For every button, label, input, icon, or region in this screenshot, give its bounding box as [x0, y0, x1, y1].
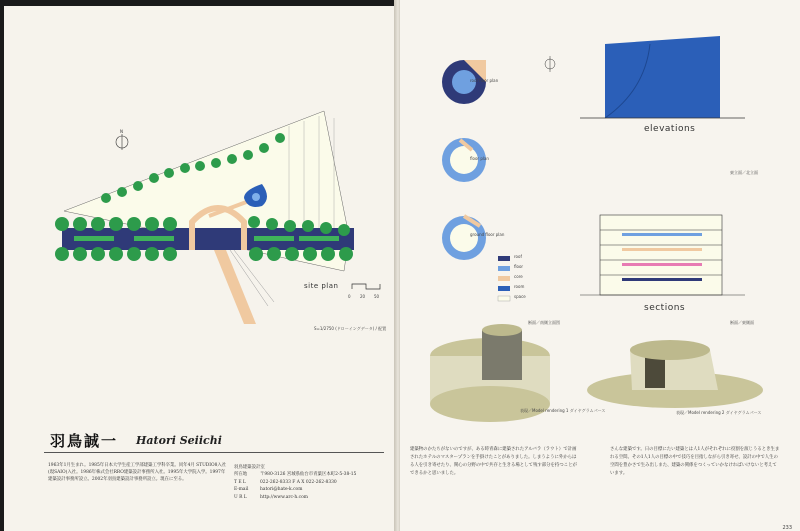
office-value: 022-262-8333 F A X 022-262-8330 — [260, 479, 337, 485]
legend-space: space — [514, 294, 526, 299]
render-caption-1: 表現／Model rendering 1 ダイヤグラムパース — [520, 408, 606, 413]
plan-label-ground: ground floor plan — [470, 232, 505, 237]
legend-core: core — [514, 274, 523, 279]
plan-label-floor: floor plan — [470, 156, 489, 161]
office-row — [234, 494, 394, 501]
office-key: T E L — [234, 479, 246, 485]
body-column-1: 建築物のかたちがないのですが、ある時青森に建築されたアルバラ（ラウト）で計画されたホテルのマスタープランを手掛けたことがありました。しまうように外からはる人を引き寄せたり、関心の分野の中で共存と生きる場として残す部分を持つことができるかと思いました。 — [410, 447, 577, 476]
page-number: 233 — [782, 525, 792, 531]
section-drawing — [580, 215, 745, 295]
render-caption-2: 表現／Model rendering 2 ダイヤグラムパース — [676, 410, 762, 415]
ground-floor-plan — [442, 216, 486, 260]
north-arrow-icon — [545, 56, 555, 72]
elevations-caption: 東立面／北立面 — [730, 170, 758, 175]
section-caption-2: 断面／東側面 — [730, 320, 754, 325]
elevations-label: elevations — [644, 124, 696, 134]
section-caption-1: 断面／南側立面図 — [528, 320, 560, 325]
left-page — [4, 6, 396, 531]
scale-label-0: 0 — [348, 294, 351, 299]
office-value: http://www.arc-h.com — [260, 494, 308, 500]
plans-and-elevations — [400, 0, 800, 440]
legend-roof: roof — [514, 254, 522, 259]
site-plan-drawing — [4, 6, 396, 426]
architect-name-en: Hatori Seiichi — [136, 434, 222, 447]
scale-bar — [352, 284, 380, 289]
body-column-2: さんな建築です。日の目標にたい建築とは人1人がそれぞれに役割を演じうるとき生まれる空間。その1人1人の目標の中で技巧を目指しながら引き寄せ、設計の中で人生の空間を豊かさで生み出しまた、建築の関係をつくっていかなければいけないと考えています。 — [610, 447, 780, 476]
site-plan-caption: S=1/2750 (ドローイングデータ) / 配置 — [314, 326, 387, 331]
architect-bio: 1963年1月生まれ。1985年日本大学生産工学部建築工学科卒業。同年4月 STUDIO8入社(現SAIO)入社。1986年株式会社RRO建築設計事務所入社。1995年大学院入学。1997年建築設計事務所設立。2002年羽鳥建築設計事務所設立。現在に至る。 — [48, 463, 227, 483]
access-road — [214, 250, 274, 324]
legend-floor: floor — [514, 264, 524, 269]
office-row — [234, 486, 394, 493]
architect-name-jp: 羽鳥誠一 — [50, 432, 119, 450]
office-row — [234, 479, 394, 486]
office-key: E-mail — [234, 487, 249, 493]
office-row — [234, 471, 394, 478]
elevation-drawing — [580, 36, 745, 118]
legend-swatches — [498, 256, 510, 301]
legend-room: room — [514, 284, 525, 289]
north-arrow-icon — [116, 129, 128, 150]
office-name: 羽鳥建築設計室 — [234, 465, 265, 470]
scale-label-2: 50 — [374, 294, 380, 299]
office-key: 所在地 — [234, 472, 248, 478]
office-value: hatori@hate-k.com — [260, 487, 303, 493]
office-key: U R L — [234, 494, 247, 500]
sections-label: sections — [644, 303, 686, 313]
svg-text:N: N — [120, 129, 123, 134]
office-value: 〒980-3126 宮城県仙台市青葉区本町2-5-38-15 — [260, 472, 357, 478]
office-info — [234, 464, 394, 501]
model-rendering-2 — [587, 340, 763, 408]
title-rule — [44, 452, 384, 453]
plan-label-roof: roof floor plan — [470, 78, 499, 83]
right-page — [400, 0, 800, 531]
site-plan-label: site plan — [304, 282, 339, 290]
scale-label-1: 20 — [360, 294, 366, 299]
